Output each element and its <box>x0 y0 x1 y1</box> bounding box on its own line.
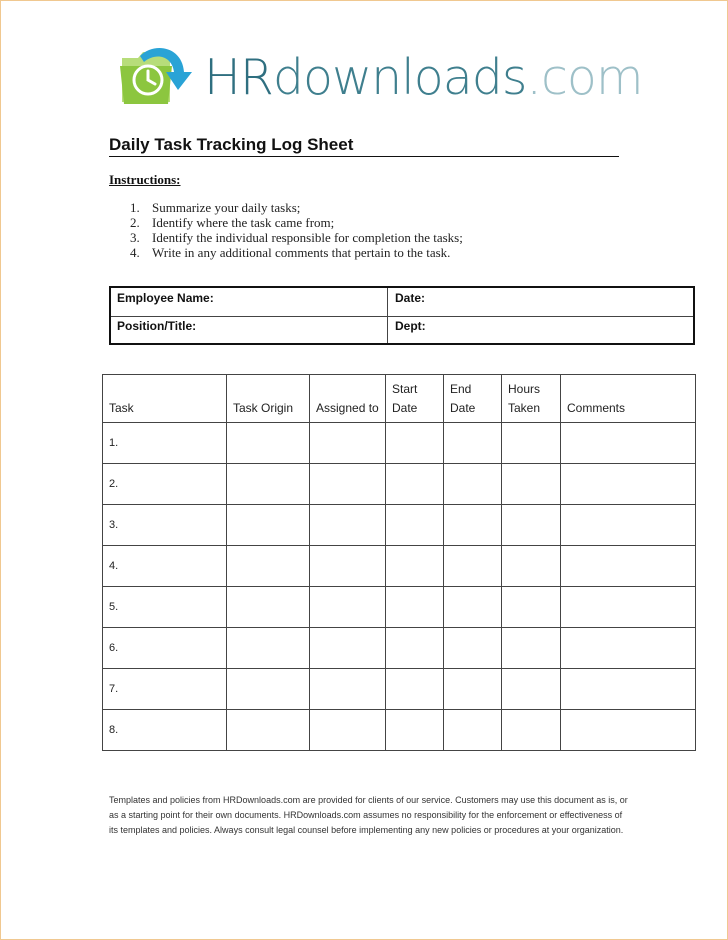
comments-cell[interactable] <box>561 546 696 587</box>
end-date-cell[interactable] <box>444 423 502 464</box>
position-title-field[interactable]: Position/Title: <box>117 319 197 333</box>
employee-info-box <box>109 286 695 345</box>
task-origin-cell[interactable] <box>227 587 310 628</box>
start-date-cell[interactable] <box>386 628 444 669</box>
task-cell[interactable]: 4. <box>103 546 227 587</box>
end-date-cell[interactable] <box>444 587 502 628</box>
table-row <box>103 587 696 628</box>
assigned-to-cell[interactable] <box>310 587 386 628</box>
start-date-cell[interactable] <box>386 587 444 628</box>
logo-wordmark: HRdownloads.com <box>204 49 643 106</box>
end-date-cell[interactable] <box>444 546 502 587</box>
table-row <box>103 546 696 587</box>
assigned-to-cell[interactable] <box>310 628 386 669</box>
hours-taken-cell[interactable] <box>502 710 561 751</box>
start-date-cell[interactable] <box>386 546 444 587</box>
task-cell[interactable]: 3. <box>103 505 227 546</box>
end-date-cell[interactable] <box>444 464 502 505</box>
start-date-cell[interactable] <box>386 505 444 546</box>
date-field[interactable]: Date: <box>395 291 426 305</box>
instructions-list <box>130 200 463 260</box>
hours-taken-cell[interactable] <box>502 628 561 669</box>
assigned-to-cell[interactable] <box>310 546 386 587</box>
task-cell[interactable]: 2. <box>103 464 227 505</box>
end-date-cell[interactable] <box>444 669 502 710</box>
end-date-cell[interactable] <box>444 505 502 546</box>
instruction-item: 2. Identify where the task came from; <box>130 215 335 230</box>
hours-taken-cell[interactable] <box>502 505 561 546</box>
task-cell[interactable]: 5. <box>103 587 227 628</box>
employee-name-field[interactable]: Employee Name: <box>117 291 214 305</box>
comments-cell[interactable] <box>561 423 696 464</box>
dept-field[interactable]: Dept: <box>395 319 426 333</box>
instruction-item: 4. Write in any additional comments that pertain to the task. <box>130 245 451 260</box>
instruction-item: 3. Identify the individual responsible for completion the tasks; <box>130 230 463 245</box>
comments-cell[interactable] <box>561 464 696 505</box>
comments-cell[interactable] <box>561 505 696 546</box>
folder-clock-arrow-icon <box>118 44 198 110</box>
header-end-date: End Date <box>444 375 502 423</box>
instructions-heading: Instructions: <box>109 172 181 187</box>
assigned-to-cell[interactable] <box>310 505 386 546</box>
table-row <box>103 710 696 751</box>
table-row <box>103 505 696 546</box>
assigned-to-cell[interactable] <box>310 669 386 710</box>
start-date-cell[interactable] <box>386 710 444 751</box>
task-origin-cell[interactable] <box>227 669 310 710</box>
hours-taken-cell[interactable] <box>502 669 561 710</box>
task-cell[interactable]: 8. <box>103 710 227 751</box>
table-header-row <box>103 375 696 423</box>
task-origin-cell[interactable] <box>227 464 310 505</box>
hours-taken-cell[interactable] <box>502 587 561 628</box>
hours-taken-cell[interactable] <box>502 464 561 505</box>
task-cell[interactable]: 6. <box>103 628 227 669</box>
table-row <box>103 628 696 669</box>
header-comments: Comments <box>561 375 696 423</box>
start-date-cell[interactable] <box>386 669 444 710</box>
footer-disclaimer: Templates and policies from HRDownloads.com are provided for clients of our service. Customers may use this document as is, or as a starting point for their own documents. HRDownloads.com assumes no responsibility for the enforcement or effectiveness of its templates and policies. Always consult legal counsel before implementing any new policies or procedures at your organization. <box>109 795 628 835</box>
task-cell[interactable]: 7. <box>103 669 227 710</box>
header-hours-taken: Hours Taken <box>502 375 561 423</box>
header-task: Task <box>103 375 227 423</box>
task-origin-cell[interactable] <box>227 546 310 587</box>
start-date-cell[interactable] <box>386 423 444 464</box>
header-assigned-to: Assigned to <box>310 375 386 423</box>
document-title: Daily Task Tracking Log Sheet <box>109 135 619 157</box>
header-start-date: Start Date <box>386 375 444 423</box>
comments-cell[interactable] <box>561 628 696 669</box>
comments-cell[interactable] <box>561 587 696 628</box>
task-origin-cell[interactable] <box>227 710 310 751</box>
end-date-cell[interactable] <box>444 628 502 669</box>
task-cell[interactable]: 1. <box>103 423 227 464</box>
comments-cell[interactable] <box>561 669 696 710</box>
task-table <box>102 374 696 751</box>
start-date-cell[interactable] <box>386 464 444 505</box>
assigned-to-cell[interactable] <box>310 464 386 505</box>
task-origin-cell[interactable] <box>227 423 310 464</box>
task-origin-cell[interactable] <box>227 628 310 669</box>
assigned-to-cell[interactable] <box>310 423 386 464</box>
header-task-origin: Task Origin <box>227 375 310 423</box>
hours-taken-cell[interactable] <box>502 546 561 587</box>
instruction-item: 1. Summarize your daily tasks; <box>130 200 301 215</box>
end-date-cell[interactable] <box>444 710 502 751</box>
comments-cell[interactable] <box>561 710 696 751</box>
hrdownloads-logo <box>118 44 643 110</box>
hours-taken-cell[interactable] <box>502 423 561 464</box>
assigned-to-cell[interactable] <box>310 710 386 751</box>
task-origin-cell[interactable] <box>227 505 310 546</box>
table-row <box>103 423 696 464</box>
table-row <box>103 669 696 710</box>
table-row <box>103 464 696 505</box>
